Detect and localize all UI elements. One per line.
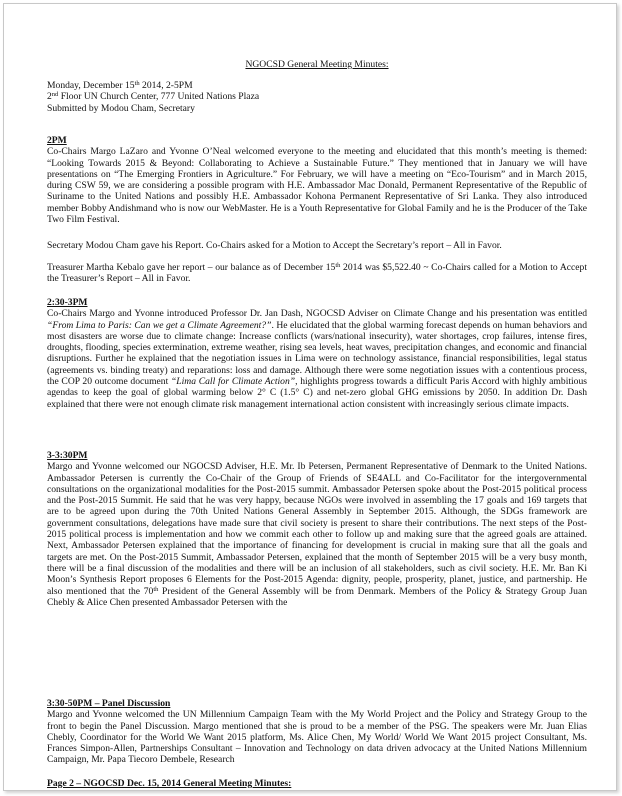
section-heading: 2:30-3PM	[47, 297, 88, 308]
section-heading: 2PM	[47, 135, 67, 146]
document-page	[3, 3, 617, 791]
section-230-3pm	[47, 297, 587, 410]
section-paragraph: Treasurer Martha Kebalo gave her report – our balance as of December 15th 2014 was $5,522.40 ~ Co-Chairs called for a Motion to Accept the Treasurer’s Report – All in Favor.	[47, 262, 587, 285]
section-panel-discussion	[47, 698, 587, 766]
page-footer: Page 2 – NGOCSD Dec. 15, 2014 General Meeting Minutes:	[47, 778, 292, 789]
document-title: NGOCSD General Meeting Minutes:	[245, 59, 389, 70]
section-heading: 3-3:30PM	[47, 450, 88, 461]
meeting-location: 2nd Floor UN Church Center, 777 United Nations Plaza	[47, 91, 260, 103]
section-2pm	[47, 135, 587, 225]
meeting-date: Monday, December 15th 2014, 2-5PM	[47, 80, 193, 91]
treasurer-report	[47, 262, 587, 285]
submitted-by: Submitted by Modou Cham, Secretary	[47, 102, 195, 114]
section-3-330pm	[47, 450, 587, 608]
section-paragraph: Margo and Yvonne welcomed our NGOCSD Adviser, H.E. Mr. Ib Petersen, Permanent Representative of Denmark to the United Nations. Ambassador Petersen is currently the Co-Chair of the Group of Friends of SE4ALL and Co-Facilitator for the intergovernmental consultations on the organizational modalities for the Post-2015 summit. Ambassador Petersen spoke about the Post-2015 political process and the Post-2015 Summit. He said that he was very happy, because NGOs were involved in assembling the 17 goals and 169 targets that are to be agreed upon during the 70th United Nations General Assembly in September 2015. Although, the SDGs framework are government consultations, delegations have made sure that civil society is present to share their contributions. The next steps of the Post-2015 political process is implementation and how we commit each other to follow up and making sure that the agreed goals are attained. Next, Ambassador Petersen explained that the importance of financing for development is crucial in making sure that all the goals and targets are met. On the Post-2015 Summit, Ambassador Petersen, explained that the month of September 2015 will be a very busy month, there will be a final discussion of the modalities and there will be an inclusion of all stakeholders, such as civil society. H.E. Mr. Ban Ki Moon’s Synthesis Report proposes 6 Elements for the Post-2015 Agenda: dignity, people, prosperity, planet, justice, and partnership. He also mentioned that the 70th President of the General Assembly will be from Denmark. Members of the Policy & Strategy Group Juan Chebly & Alice Chen presented Ambassador Petersen with the	[47, 461, 587, 608]
section-paragraph: Margo and Yvonne welcomed the UN Millennium Campaign Team with the My World Project and the Policy and Strategy Group to the front to begin the Panel Discussion. Margo mentioned that she is proud to be a member of the PSG. The speakers were Mr. Juan Elias Chebly, Coordinator for the World We Want 2015 platform, Ms. Alice Chen, My World/ World We Want 2015 project Consultant, Ms. Frances Simpon-Allen, Partnerships Consultant – Innovation and Technology on data driven advocacy at the United Nations Millennium Campaign, Mr. Papa Tiecoro Dembele, Research	[47, 709, 587, 766]
section-paragraph: Secretary Modou Cham gave his Report. Co-Chairs asked for a Motion to Accept the Secretary’s report – All in Favor.	[47, 240, 502, 251]
section-paragraph: Co-Chairs Margo LaZaro and Yvonne O’Neal welcomed everyone to the meeting and elucidated that this month’s meeting is themed: “Looking Towards 2015 & Beyond: Collaborating to Achieve a Sustainable Future.” They mentioned that in January we will have presentations on “The Emerging Frontiers in Agriculture.” For February, we will have a meeting on “Eco-Tourism” and in March 2015, during CSW 59, we are considering a possible program with H.E. Ambassador Mac Donald, Permanent Representative of the Republic of Suriname to the United Nations and possibly H.E. Ambassador Kohona Permanent Representative of Sri Lanka. They also introduced member Bobby Andishmand who is now our WebMaster. He is a Youth Representative for Global Family and he is the Producer of the Take Two Film Festival.	[47, 146, 587, 226]
section-heading: 3:30-50PM – Panel Discussion	[47, 698, 171, 709]
secretary-report	[47, 240, 587, 251]
meeting-header	[47, 80, 259, 114]
section-paragraph: Co-Chairs Margo and Yvonne introduced Professor Dr. Jan Dash, NGOCSD Adviser on Climate Change and his presentation was entitled “From Lima to Paris: Can we get a Climate Agreement?”. He elucidated that the global warming forecast depends on human behaviors and most disasters are worse due to climate change: Increase conflicts (wars/national insecurity), water shortages, crop failures, intense fires, droughts, flooding, species extermination, extreme weather, rising sea levels, heat waves, precipitation changes, and economic and financial disruptions. Further he explained that the negotiation issues in Lima were on technology assistance, financial responsibilities, legal status (agreements vs. binding treaty) and reparations: loss and damage. Although there were some negotiation issues with a contentious process, the COP 20 outcome document “Lima Call for Climate Action”, highlights progress towards a difficult Paris Accord with highly ambitious agendas to keep the goal of global warming below 2° C (1.5° C) and net-zero global GHG emissions by 2050. In addition Dr. Dash explained that there were not enough climate risk management international action consistent with increasingly serious climate impacts.	[47, 308, 588, 410]
